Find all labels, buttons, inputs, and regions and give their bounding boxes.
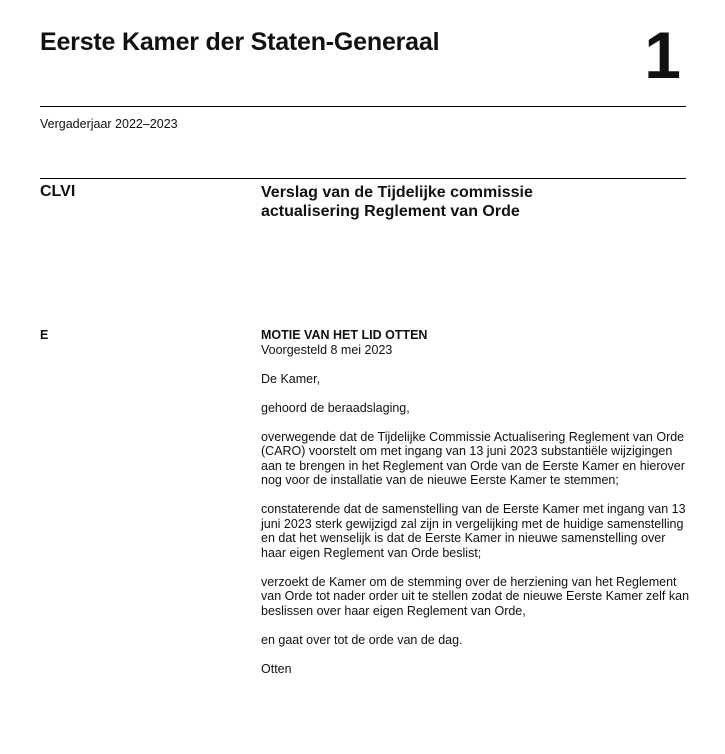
motion-paragraph: gehoord de beraadslaging, xyxy=(261,400,410,415)
document-number: 1 xyxy=(644,18,681,92)
dossier-title xyxy=(261,183,681,221)
dossier-divider xyxy=(40,178,686,179)
dossier-title-line-2: actualisering Reglement van Orde xyxy=(261,203,520,220)
motion-letter: E xyxy=(40,328,49,342)
motion-body xyxy=(261,328,691,691)
motion-paragraph: verzoekt de Kamer om de stemming over de herziening van het Reglement van Orde tot nader order uit te stellen zodat de nieuwe Eerste Kamer zelf kan beslissen over haar eigen Reglement van Orde, xyxy=(261,574,690,618)
motion-paragraph: overwegende dat de Tijdelijke Commissie Actualisering Reglement van Orde (CARO) voorstelt om met ingang van 13 juni 2023 substantiële wijzigingen aan te brengen in het Reglement van Orde van de Eerste Kamer en hierover nog voor de installatie van de nieuwe Eerste Kamer te stemmen; xyxy=(261,429,685,487)
motion-paragraph: constaterende dat de samenstelling van de Eerste Kamer met ingang van 13 juni 2023 sterk gewijzigd zal zijn in vergelijking met de huidige samenstelling en dat het wenselijk is dat de Eerste Kamer in nieuwe samenstelling over haar eigen Reglement van Orde beslist; xyxy=(261,502,686,560)
motion-paragraph: en gaat over tot de orde van de dag. xyxy=(261,632,463,647)
header-divider xyxy=(40,106,686,107)
motion-paragraph: De Kamer, xyxy=(261,371,321,386)
institution-title: Eerste Kamer der Staten-Generaal xyxy=(40,28,440,56)
session-year: Vergaderjaar 2022–2023 xyxy=(40,117,178,131)
signature: Otten xyxy=(261,661,292,676)
dossier-number: CLVI xyxy=(40,183,76,200)
proposed-date: Voorgesteld 8 mei 2023 xyxy=(261,342,393,357)
motion-heading: MOTIE VAN HET LID OTTEN xyxy=(261,328,428,342)
dossier-title-line-1: Verslag van de Tijdelijke commissie xyxy=(261,184,533,201)
